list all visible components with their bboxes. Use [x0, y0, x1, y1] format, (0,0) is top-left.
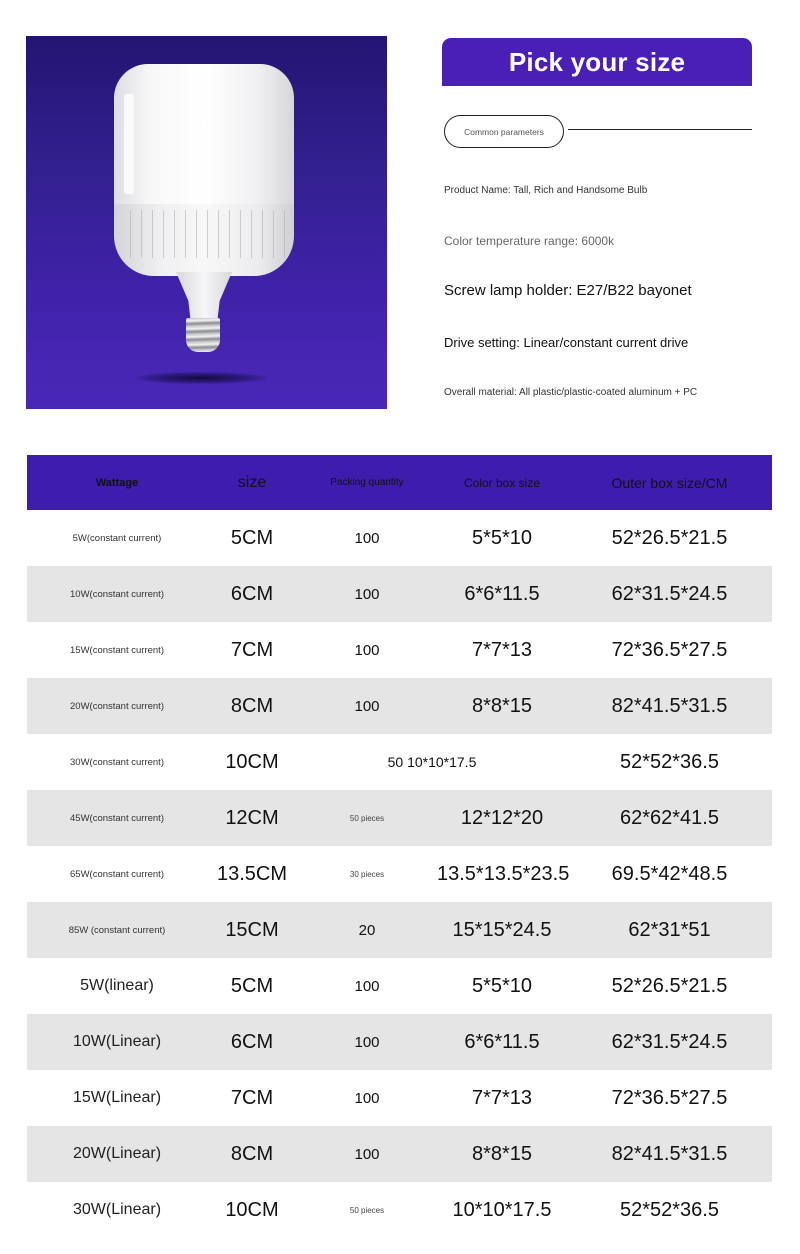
cell-outer-box: 69.5*42*48.5	[611, 862, 728, 885]
cell-outer-box: 62*31*51	[628, 918, 711, 941]
cell-qty: 100	[354, 1089, 380, 1107]
cell-size: 5CM	[230, 974, 274, 997]
table-row	[27, 734, 772, 790]
cell-size: 15CM	[225, 918, 279, 941]
cell-wattage: 15W(constant current)	[70, 644, 164, 656]
cell-outer-box: 52*52*36.5	[620, 750, 719, 773]
cell-size: 7CM	[230, 638, 274, 661]
cell-outer-box: 52*26.5*21.5	[611, 526, 728, 549]
cell-color-box: 5*5*10	[471, 974, 533, 997]
cell-size: 7CM	[230, 1086, 274, 1109]
cell-wattage: 10W(constant current)	[70, 588, 164, 600]
table-header	[27, 455, 772, 510]
header-color-box-size: Color box size	[463, 475, 541, 490]
table-row	[27, 1070, 772, 1126]
size-table	[27, 455, 772, 1238]
divider-line	[568, 129, 752, 130]
cell-color-box: 7*7*13	[471, 638, 533, 661]
cell-wattage: 30W(constant current)	[70, 756, 164, 768]
header-wattage: Wattage	[95, 476, 139, 489]
cell-size: 12CM	[225, 806, 279, 829]
cell-color-box: 13.5*13.5*23.5	[437, 862, 570, 885]
cell-color-box: 7*7*13	[471, 1086, 533, 1109]
cell-size: 10CM	[225, 1198, 279, 1221]
cell-qty: 100	[354, 977, 380, 995]
cell-size: 5CM	[230, 526, 274, 549]
cell-size: 13.5CM	[216, 862, 288, 885]
table-row	[27, 790, 772, 846]
cell-color-box: 15*15*24.5	[452, 918, 552, 941]
cell-color-box: 10*10*17.5	[452, 1198, 552, 1221]
header-outer-box-size: Outer box size/CM	[611, 474, 728, 491]
spec-lamp-holder: Screw lamp holder: E27/B22 bayonet	[444, 282, 692, 299]
cell-outer-box: 62*31.5*24.5	[611, 1030, 728, 1053]
cell-size: 10CM	[225, 750, 279, 773]
table-row	[27, 566, 772, 622]
cell-outer-box: 62*62*41.5	[620, 806, 719, 829]
cell-wattage: 20W(constant current)	[70, 700, 164, 712]
cell-size: 6CM	[230, 582, 274, 605]
cell-outer-box: 52*26.5*21.5	[611, 974, 728, 997]
spec-material: Overall material: All plastic/plastic-coated aluminum + PC	[444, 387, 698, 398]
cell-wattage: 20W(Linear)	[72, 1145, 162, 1162]
cell-outer-box: 82*41.5*31.5	[611, 1142, 728, 1165]
bulb-shadow	[136, 372, 266, 384]
table-row	[27, 1182, 772, 1238]
cell-wattage: 10W(Linear)	[72, 1033, 162, 1050]
cell-color-box: 8*8*15	[471, 1142, 533, 1165]
cell-color-box: 8*8*15	[471, 694, 533, 717]
cell-qty: 100	[354, 641, 380, 659]
cell-qty: 100	[354, 1145, 380, 1163]
cell-qty-color-box-merged: 50 10*10*17.5	[387, 754, 477, 770]
table-row	[27, 622, 772, 678]
cell-color-box: 12*12*20	[460, 806, 544, 829]
cell-qty: 100	[354, 697, 380, 715]
cell-qty: 100	[354, 585, 380, 603]
header-packing-quantity: Packing quantity	[330, 477, 404, 488]
cell-outer-box: 52*52*36.5	[620, 1198, 719, 1221]
header-size: size	[237, 473, 267, 491]
page-title-banner: Pick your size	[442, 38, 752, 86]
cell-qty: 30 pieces	[349, 869, 385, 879]
bulb-heatsink-icon	[114, 204, 294, 276]
cell-wattage: 30W(Linear)	[72, 1201, 162, 1218]
cell-color-box: 6*6*11.5	[464, 1030, 540, 1053]
bulb-body-icon	[114, 64, 294, 204]
table-row	[27, 846, 772, 902]
table-row	[27, 958, 772, 1014]
bulb-neck-icon	[176, 272, 232, 320]
cell-qty: 100	[354, 1033, 380, 1051]
table-row	[27, 678, 772, 734]
cell-outer-box: 82*41.5*31.5	[611, 694, 728, 717]
cell-color-box: 6*6*11.5	[464, 582, 540, 605]
table-row	[27, 902, 772, 958]
cell-outer-box: 62*31.5*24.5	[611, 582, 728, 605]
cell-outer-box: 72*36.5*27.5	[611, 638, 728, 661]
cell-wattage: 45W(constant current)	[70, 812, 164, 824]
cell-qty: 100	[354, 529, 380, 547]
cell-wattage: 5W(linear)	[80, 977, 154, 994]
table-row	[27, 1014, 772, 1070]
cell-qty: 20	[358, 921, 376, 939]
cell-size: 6CM	[230, 1030, 274, 1053]
cell-size: 8CM	[230, 1142, 274, 1165]
table-row	[27, 510, 772, 566]
table-row	[27, 1126, 772, 1182]
cell-wattage: 85W (constant current)	[68, 924, 166, 936]
cell-qty: 50 pieces	[349, 1205, 385, 1215]
spec-color-temperature: Color temperature range: 6000k	[444, 234, 615, 248]
product-photo	[26, 36, 387, 409]
bulb-screw-base-icon	[186, 318, 220, 352]
cell-color-box: 5*5*10	[471, 526, 533, 549]
spec-drive-setting: Drive setting: Linear/constant current drive	[444, 335, 689, 350]
cell-size: 8CM	[230, 694, 274, 717]
spec-product-name: Product Name: Tall, Rich and Handsome Bulb	[444, 185, 648, 196]
cell-wattage: 65W(constant current)	[70, 868, 164, 880]
cell-wattage: 15W(Linear)	[72, 1089, 162, 1106]
cell-wattage: 5W(constant current)	[72, 532, 162, 544]
cell-outer-box: 72*36.5*27.5	[611, 1086, 728, 1109]
cell-qty: 50 pieces	[349, 813, 385, 823]
common-parameters-pill: Common parameters	[444, 115, 564, 148]
